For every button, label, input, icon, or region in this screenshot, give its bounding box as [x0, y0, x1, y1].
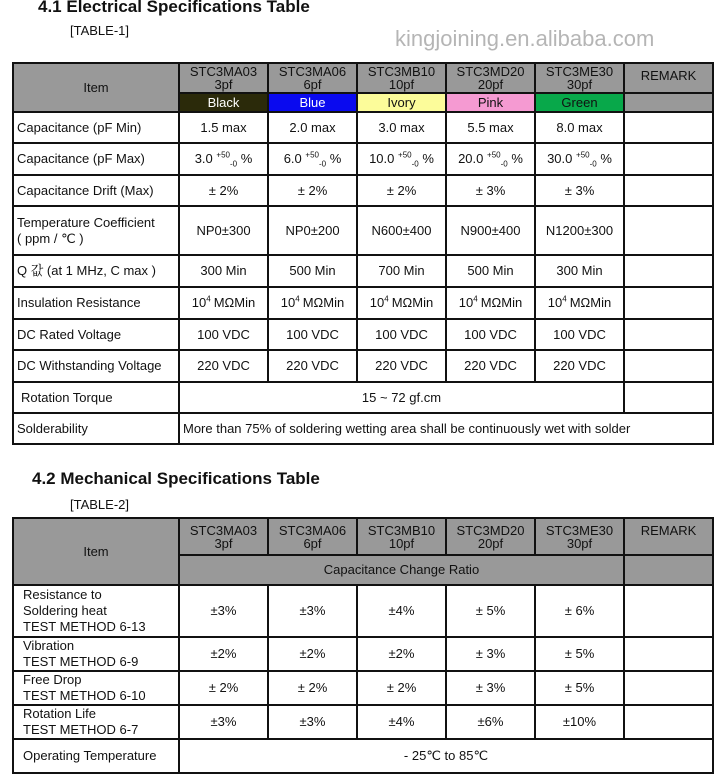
value-cell [357, 255, 446, 287]
remark-cell [624, 112, 713, 143]
value-cell: ± 3% [446, 637, 535, 671]
text: -0 [589, 159, 597, 169]
section-2-title: 4.2 Mechanical Specifications Table [32, 469, 320, 488]
value-cell [268, 350, 357, 382]
remark-cell [624, 206, 713, 255]
value-cell: ±2% [179, 637, 268, 671]
value-cell [268, 175, 357, 206]
value-cell [179, 255, 268, 287]
text: 10.0 [369, 151, 395, 166]
text: 100 VDC [464, 326, 517, 342]
text: 10 [191, 295, 207, 310]
remark-cell [624, 287, 713, 319]
text: 4 [473, 294, 478, 304]
text: 500 Min [467, 263, 514, 278]
text: ± 2% [297, 182, 328, 198]
value-cell [268, 206, 357, 255]
value-cell [357, 319, 446, 350]
text: 1.5 max [200, 119, 247, 135]
remark-header: REMARK [624, 63, 713, 93]
item-label [13, 255, 179, 287]
model-name: STC3MB10 [367, 522, 436, 538]
text: 100 VDC [197, 326, 250, 342]
text: 5.5 max [467, 119, 514, 135]
torque-value: 15 ~ 72 gf.cm [179, 382, 624, 413]
value-cell [179, 143, 268, 175]
value-cell: ±4% [357, 705, 446, 739]
value-cell: ±6% [446, 705, 535, 739]
value-cell: ±3% [268, 585, 357, 637]
model-name: STC3MD20 [456, 522, 525, 538]
value-cell [179, 319, 268, 350]
value-cell [446, 350, 535, 382]
remark-cell [624, 350, 713, 382]
label-line: Q 값 (at 1 MHz, C max ) [17, 263, 156, 278]
value-cell [535, 143, 624, 175]
value-cell [179, 175, 268, 206]
model-capacitance: 20pf [477, 77, 504, 92]
table-row [13, 382, 713, 413]
text: -0 [411, 159, 419, 169]
model-capacitance: 6pf [303, 77, 322, 92]
text: ± 2% [208, 182, 239, 198]
text: 220 VDC [197, 358, 250, 373]
item-label [13, 112, 179, 143]
value-cell [179, 350, 268, 382]
model-header [179, 518, 268, 555]
remark-cell [624, 382, 713, 413]
remark-cell [624, 705, 713, 739]
value-cell: ±3% [268, 705, 357, 739]
text: +50 [576, 150, 590, 160]
text: % [240, 151, 253, 166]
label-line: TEST METHOD 6-7 [23, 722, 139, 737]
text: NP0±300 [196, 222, 251, 238]
model-capacitance: 3pf [214, 77, 233, 92]
model-name: STC3ME30 [545, 522, 614, 538]
item-label [13, 319, 179, 350]
table-row [13, 350, 713, 382]
color-code-black: Black [179, 93, 268, 112]
label-line: Soldering heat [23, 603, 107, 618]
color-code-green: Green [535, 93, 624, 112]
text: 30.0 [547, 151, 573, 166]
value-cell [535, 206, 624, 255]
text: +50 [487, 150, 501, 160]
label-line: Resistance to [23, 587, 102, 602]
text: 20.0 [458, 151, 484, 166]
value-cell [446, 255, 535, 287]
table-row [13, 413, 713, 444]
text: 8.0 max [556, 119, 603, 135]
text: % [422, 151, 434, 166]
header-row [13, 63, 713, 93]
label-line: TEST METHOD 6-9 [23, 654, 139, 669]
model-capacitance: 10pf [388, 535, 415, 551]
model-name: STC3MD20 [456, 64, 525, 79]
model-header [535, 63, 624, 93]
value-cell: ±2% [268, 637, 357, 671]
value-cell: ± 5% [535, 671, 624, 705]
label-line: TEST METHOD 6-13 [23, 619, 146, 634]
table-row [13, 585, 713, 637]
value-cell [357, 175, 446, 206]
model-capacitance: 6pf [303, 535, 322, 551]
value-cell [446, 206, 535, 255]
text: MΩMin [391, 295, 434, 310]
model-name: STC3MB10 [367, 64, 436, 79]
table-row [13, 287, 713, 319]
text: N600±400 [371, 222, 432, 238]
text: NP0±200 [285, 222, 340, 238]
table-row [13, 255, 713, 287]
text: 300 Min [200, 263, 247, 278]
model-header [268, 63, 357, 93]
text: 4 [206, 294, 211, 304]
text: 6.0 [283, 151, 302, 166]
value-cell [446, 112, 535, 143]
value-cell [179, 206, 268, 255]
value-cell [268, 319, 357, 350]
text: 4 [295, 294, 300, 304]
value-cell: ±10% [535, 705, 624, 739]
item-label [13, 350, 179, 382]
table-row [13, 739, 713, 773]
value-cell [446, 287, 535, 319]
model-name: STC3ME30 [545, 64, 614, 79]
model-name: STC3MA06 [278, 64, 347, 79]
value-cell [446, 319, 535, 350]
text: 4 [384, 294, 389, 304]
item-label: Operating Temperature [13, 739, 179, 773]
text: % [600, 151, 612, 166]
label-line: Insulation Resistance [17, 295, 141, 310]
item-label [13, 287, 179, 319]
value-cell: ±3% [179, 585, 268, 637]
remark-cell [624, 671, 713, 705]
label-line: ( ppm / ℃ ) [17, 230, 84, 246]
text: ± 2% [386, 182, 417, 198]
value-cell: ±3% [179, 705, 268, 739]
remark-cell [624, 93, 713, 112]
text: 3.0 max [378, 119, 425, 135]
item-label: Solderability [13, 413, 179, 444]
remark-cell [624, 255, 713, 287]
model-name: STC3MA03 [189, 64, 258, 79]
model-header [179, 63, 268, 93]
text: -0 [229, 159, 238, 169]
text: -0 [500, 159, 508, 169]
label-line: Temperature Coefficient [17, 214, 155, 230]
electrical-specs-table [12, 62, 714, 445]
model-header [268, 518, 357, 555]
model-header [357, 518, 446, 555]
model-header [446, 518, 535, 555]
value-cell [535, 175, 624, 206]
table-2-tag: [TABLE-2] [70, 497, 130, 512]
table-row [13, 112, 713, 143]
text: 100 VDC [375, 326, 428, 342]
text: % [511, 151, 523, 166]
solderability-value: More than 75% of soldering wetting area shall be continuously wet with solder [179, 413, 713, 444]
text: 3.0 [194, 151, 213, 166]
text: 700 Min [378, 263, 425, 278]
value-cell [357, 206, 446, 255]
label-line: Capacitance (pF Max) [17, 151, 145, 166]
value-cell: ± 5% [535, 637, 624, 671]
item-label [13, 671, 179, 705]
item-label [13, 143, 179, 175]
remark-cell [624, 175, 713, 206]
text: 220 VDC [375, 358, 428, 373]
value-cell: ± 2% [268, 671, 357, 705]
value-cell [357, 143, 446, 175]
label-line: TEST METHOD 6-10 [23, 688, 146, 703]
value-cell: ± 2% [179, 671, 268, 705]
change-ratio-header: Capacitance Change Ratio [179, 555, 624, 585]
text: 10 [280, 295, 296, 310]
remark-cell [624, 585, 713, 637]
label-line: DC Rated Voltage [17, 326, 122, 342]
text: +50 [305, 150, 319, 160]
value-cell: ± 5% [446, 585, 535, 637]
value-cell [535, 319, 624, 350]
text: ± 3% [475, 182, 506, 198]
value-cell [357, 287, 446, 319]
model-header [446, 63, 535, 93]
remark-cell [624, 555, 713, 585]
text: 220 VDC [286, 358, 339, 373]
remark-cell [624, 637, 713, 671]
label-line: DC Withstanding Voltage [17, 358, 162, 373]
value-cell [179, 112, 268, 143]
text: N1200±300 [545, 222, 614, 238]
remark-cell [624, 143, 713, 175]
text: ± 3% [564, 182, 595, 198]
text: 100 VDC [286, 326, 339, 342]
model-capacitance: 20pf [477, 535, 504, 551]
model-header [357, 63, 446, 93]
value-cell [268, 112, 357, 143]
value-cell: ± 6% [535, 585, 624, 637]
item-header: Item [13, 518, 179, 585]
text: MΩMin [480, 295, 523, 310]
value-cell [268, 287, 357, 319]
text: 300 Min [556, 263, 603, 278]
item-label: Rotation Torque [13, 382, 179, 413]
operating-temperature-value: - 25℃ to 85℃ [179, 739, 713, 773]
remark-cell [624, 319, 713, 350]
color-code-blue: Blue [268, 93, 357, 112]
text: 220 VDC [553, 358, 606, 373]
text: 10 [458, 295, 474, 310]
value-cell [446, 143, 535, 175]
color-code-ivory: Ivory [357, 93, 446, 112]
value-cell: ±2% [357, 637, 446, 671]
model-name: STC3MA03 [189, 522, 258, 538]
text: 220 VDC [464, 358, 517, 373]
value-cell [268, 143, 357, 175]
label-line: Free Drop [23, 672, 82, 687]
color-code-pink: Pink [446, 93, 535, 112]
text: MΩMin [302, 295, 345, 310]
text: 100 VDC [553, 326, 606, 342]
label-line: Vibration [23, 638, 75, 653]
text: 500 Min [289, 263, 336, 278]
value-cell [535, 255, 624, 287]
table-row [13, 637, 713, 671]
table-row [13, 319, 713, 350]
header-row [13, 518, 713, 555]
table-1-tag: [TABLE-1] [70, 23, 130, 38]
text: 10 [369, 295, 385, 310]
value-cell [535, 350, 624, 382]
table-row [13, 671, 713, 705]
section-1-title: 4.1 Electrical Specifications Table [38, 0, 310, 16]
model-capacitance: 30pf [566, 535, 593, 551]
value-cell: ± 2% [357, 671, 446, 705]
mechanical-specs-table [12, 517, 714, 774]
value-cell [268, 255, 357, 287]
text: N900±400 [460, 222, 521, 238]
text: -0 [318, 159, 327, 169]
text: MΩMin [569, 295, 612, 310]
value-cell [357, 112, 446, 143]
item-label [13, 637, 179, 671]
item-label [13, 206, 179, 255]
model-name: STC3MA06 [278, 522, 347, 538]
text: 10 [547, 295, 563, 310]
text: 2.0 max [289, 119, 336, 135]
value-cell [357, 350, 446, 382]
watermark: kingjoining.en.alibaba.com [395, 26, 655, 51]
value-cell [535, 287, 624, 319]
label-line: Rotation Life [23, 706, 96, 721]
item-label [13, 175, 179, 206]
value-cell [535, 112, 624, 143]
value-cell [179, 287, 268, 319]
remark-header: REMARK [624, 518, 713, 555]
table-row [13, 705, 713, 739]
text: MΩMin [213, 295, 256, 310]
value-cell: ± 3% [446, 671, 535, 705]
label-line: Capacitance Drift (Max) [17, 182, 154, 198]
text: +50 [216, 150, 230, 160]
item-header: Item [13, 63, 179, 112]
table-row [13, 206, 713, 255]
model-capacitance: 30pf [566, 77, 593, 92]
model-capacitance: 10pf [388, 77, 415, 92]
text: 4 [562, 294, 567, 304]
item-label [13, 705, 179, 739]
item-label [13, 585, 179, 637]
text: +50 [398, 150, 412, 160]
value-cell [446, 175, 535, 206]
text: % [329, 151, 342, 166]
model-header [535, 518, 624, 555]
table-row [13, 175, 713, 206]
table-row [13, 143, 713, 175]
model-capacitance: 3pf [214, 535, 233, 551]
label-line: Capacitance (pF Min) [17, 119, 142, 135]
value-cell: ±4% [357, 585, 446, 637]
